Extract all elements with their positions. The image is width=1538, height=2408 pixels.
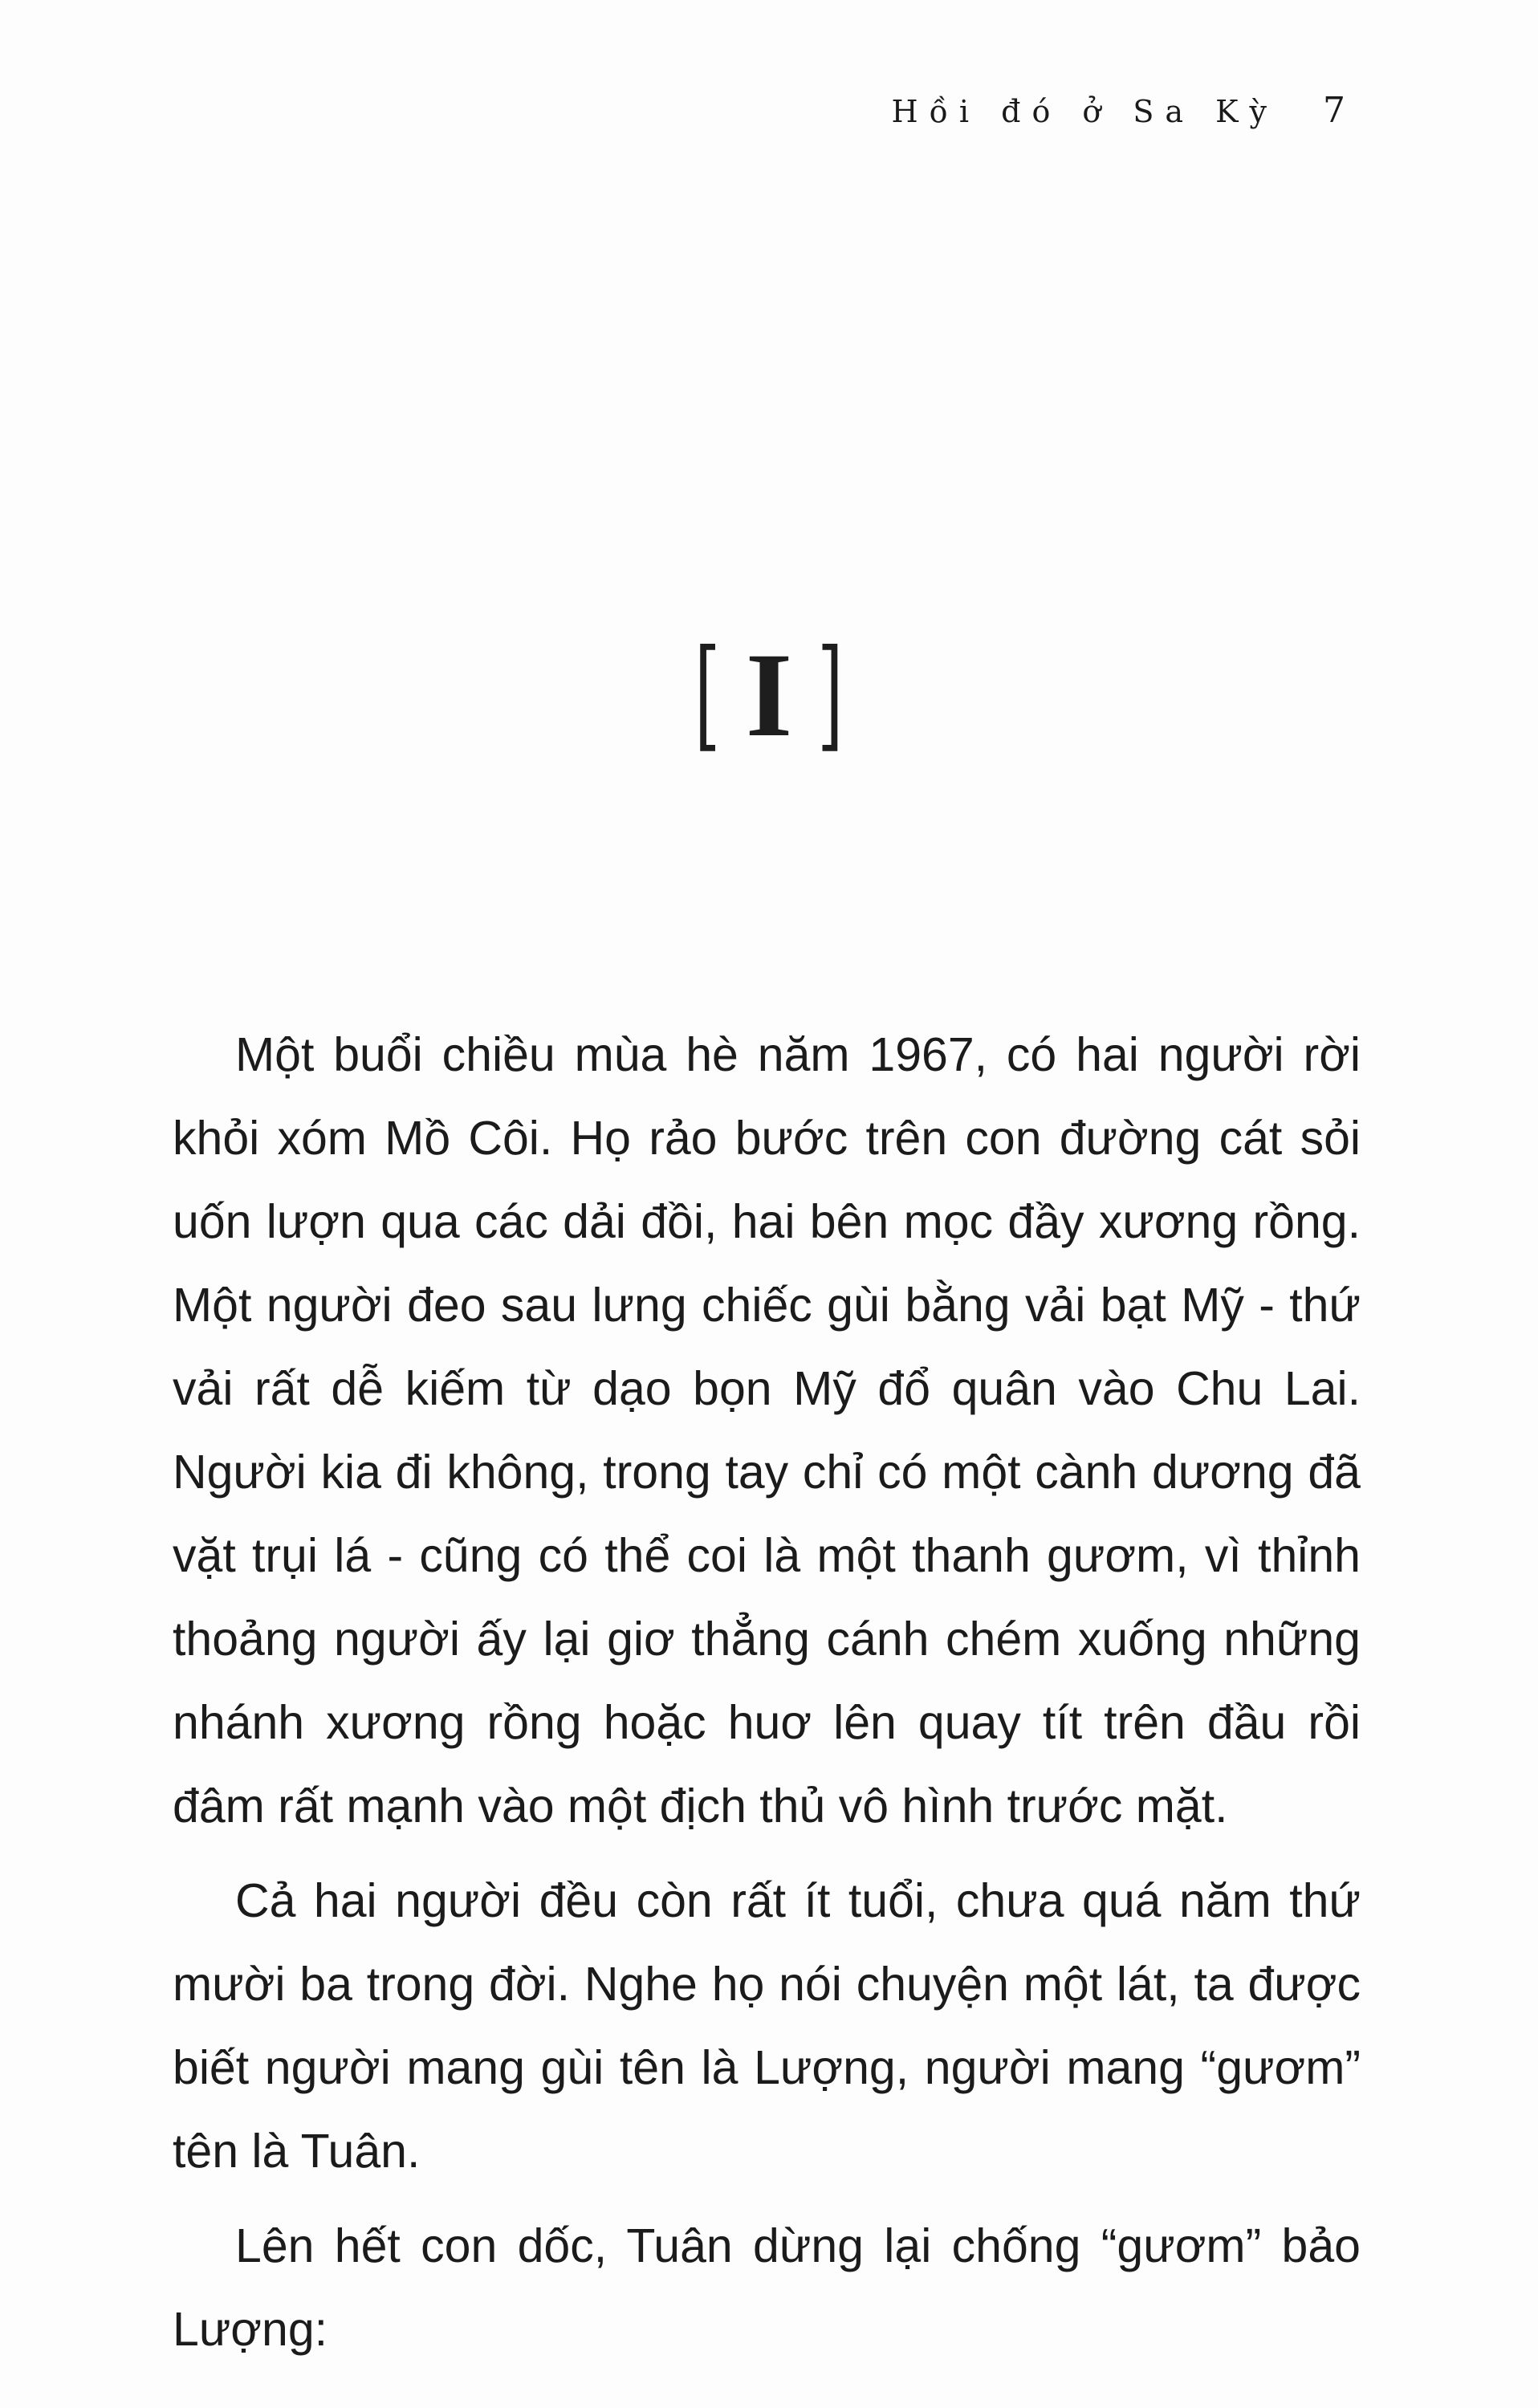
running-header: [892, 90, 1345, 131]
paragraph-2: Cả hai người đều còn rất ít tuổi, chưa quá năm thứ mười ba trong đời. Nghe họ nói chuyện một lát, ta được biết người mang gùi tên là Lượng, người mang “gươm” tên là Tuân.: [173, 1874, 1361, 2178]
chapter-heading: [0, 624, 1538, 764]
running-title: Hồi đó ở Sa Kỳ: [891, 94, 1278, 129]
chapter-body: [173, 1013, 1361, 2382]
chapter-open-bracket: [: [694, 624, 721, 764]
chapter-close-bracket: ]: [817, 624, 844, 764]
chapter-numeral: I: [745, 628, 793, 762]
paragraph-3: Lên hết con dốc, Tuân dừng lại chống “gươm” bảo Lượng:: [173, 2219, 1361, 2356]
paragraph-1: Một buổi chiều mùa hè năm 1967, có hai người rời khỏi xóm Mồ Côi. Họ rảo bước trên con đường cát sỏi uốn lượn qua các dải đồi, hai bên mọc đầy xương rồng. Một người đeo sau lưng chiếc gùi bằng vải bạt Mỹ - thứ vải rất dễ kiếm từ dạo bọn Mỹ đổ quân vào Chu Lai. Người kia đi không, trong tay chỉ có một cành dương đã vặt trụi lá - cũng có thể coi là một thanh gươm, vì thỉnh thoảng người ấy lại giơ thẳng cánh chém xuống những nhánh xương rồng hoặc huơ lên quay tít trên đầu rồi đâm rất mạnh vào một địch thủ vô hình trước mặt.: [173, 1028, 1361, 1832]
page-number: 7: [1323, 90, 1345, 131]
